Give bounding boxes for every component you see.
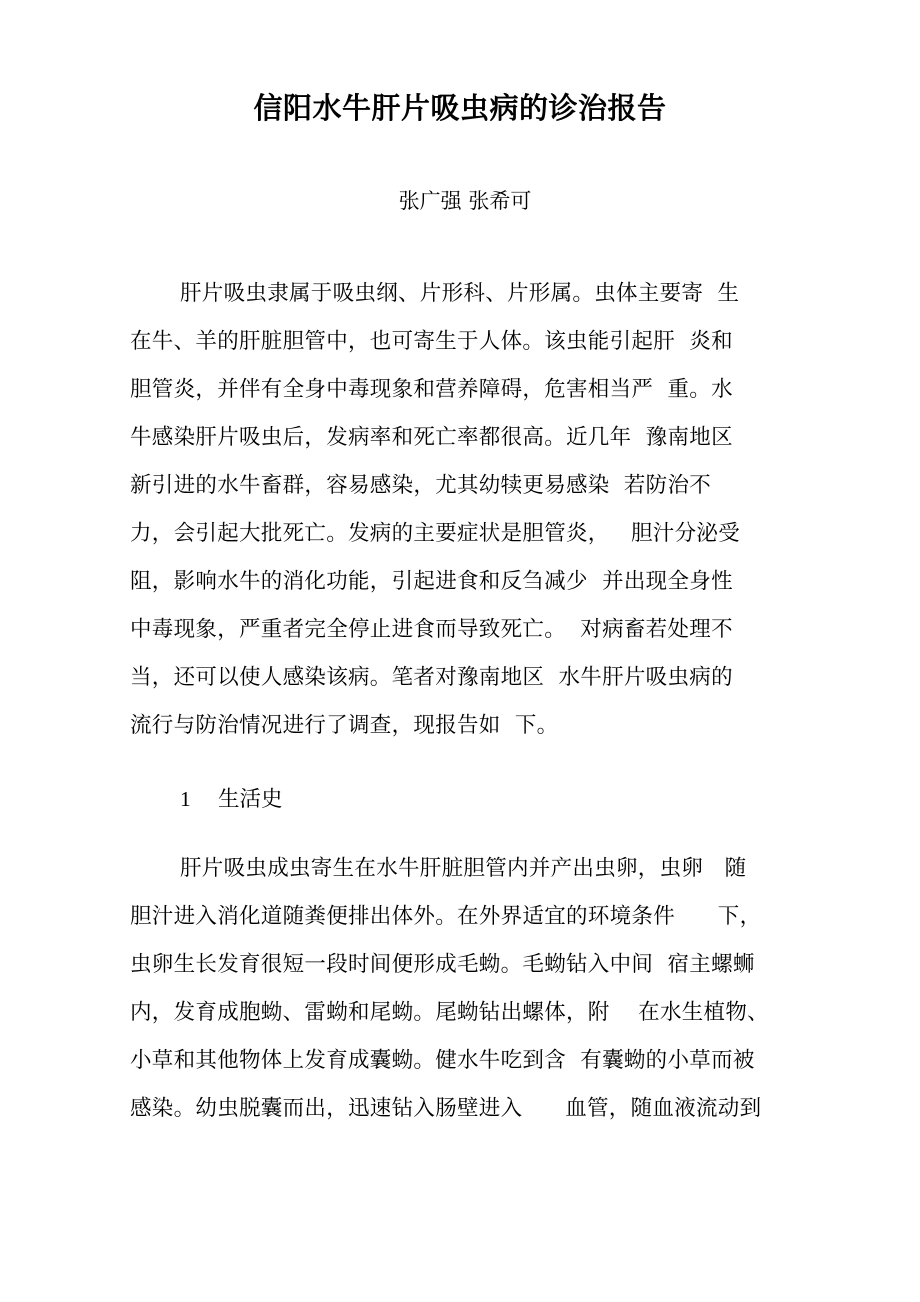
section1-paragraph: [130, 845, 820, 1133]
section-title: 生活史: [218, 787, 283, 812]
paragraph-line: 小草和其他物体上发育成囊蚴。健水牛吃到含 有囊蚴的小草而被: [130, 1048, 755, 1073]
paragraph-line: 肝片吸虫成虫寄生在水牛肝脏胆管内并产出虫卵，虫卵 随: [180, 856, 747, 881]
paragraph-line: 肝片吸虫隶属于吸虫纲、片形科、片形属。虫体主要寄 生: [180, 281, 740, 306]
paragraph-line: 内，发育成胞蚴、雷蚴和尾蚴。尾蚴钻出螺体，附 在水生植物、: [130, 1000, 769, 1025]
paragraph-line: 在牛、羊的肝脏胆管中，也可寄生于人体。该虫能引起肝 炎和: [130, 329, 733, 354]
section-heading: [180, 775, 283, 823]
paragraph-line: 新引进的水牛畜群，容易感染，尤其幼犊更易感染 若防治不: [130, 473, 712, 498]
document-title: 信阳水牛肝片吸虫病的诊治报告: [253, 91, 667, 125]
intro-paragraph: [130, 270, 820, 750]
paragraph-line: 流行与防治情况进行了调查，现报告如 下。: [130, 713, 559, 738]
paragraph-line: 牛感染肝片吸虫后，发病率和死亡率都很高。近几年 豫南地区: [130, 425, 733, 450]
paragraph-line: 中毒现象，严重者完全停止进食而导致死亡。 对病畜若处理不: [130, 617, 733, 642]
paragraph-line: 当，还可以使人感染该病。笔者对豫南地区 水牛肝片吸虫病的: [130, 665, 733, 690]
paragraph-line: 胆汁进入消化道随粪便排出体外。在外界适宜的环境条件 下，: [130, 904, 762, 929]
paragraph-line: 力，会引起大批死亡。发病的主要症状是胆管炎， 胆汁分泌受: [130, 521, 741, 546]
paragraph-line: 虫卵生长发育很短一段时间便形成毛蚴。毛蚴钻入中间 宿主螺蛳: [130, 952, 755, 977]
paragraph-line: 阻，影响水牛的消化功能，引起进食和反刍减少 并出现全身性: [130, 569, 733, 594]
paragraph-line: 感染。幼虫脱囊而出，迅速钻入肠壁进入 血管，随血液流动到: [130, 1096, 762, 1121]
document-authors: 张广强 张希可: [398, 189, 532, 213]
section-number: 1: [180, 787, 191, 811]
paragraph-line: 胆管炎，并伴有全身中毒现象和营养障碍，危害相当严 重。水: [130, 377, 733, 402]
